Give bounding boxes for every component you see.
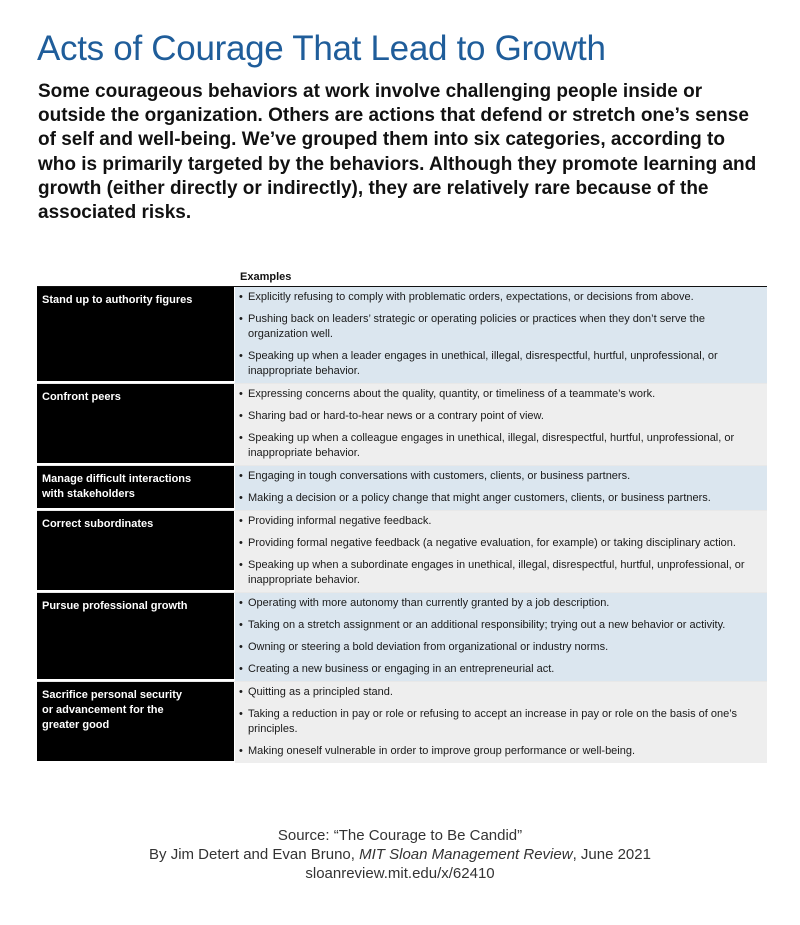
category-label: Confront peers <box>37 384 234 465</box>
bullet-icon: • <box>239 291 243 303</box>
category-label: Pursue professional growth <box>37 593 234 681</box>
table-body <box>37 286 767 763</box>
source-url[interactable]: sloanreview.mit.edu/x/62410 <box>305 865 495 882</box>
intro-paragraph: Some courageous behaviors at work involve challenging people inside or outside the organization. Others are actions that defend or stretch one’s sense of self and well-being. We’ve grouped them into six categories, according to who is primarily targeted by the behaviors. Although they promote learning and growth (either directly or indirectly), they are relatively rare because of the associated risks. <box>38 81 757 224</box>
example-text: Making oneself vulnerable in order to improve group performance or well-being. <box>248 745 636 757</box>
category-label: Stand up to authority figures <box>37 287 234 383</box>
example-item <box>239 491 763 506</box>
example-item <box>239 514 763 529</box>
example-text: Taking on a stretch assignment or an additional responsibility; trying out a new behavior or activity. <box>248 619 726 631</box>
bullet-icon: • <box>239 432 243 444</box>
publication-name: MIT Sloan Management Review <box>359 846 573 863</box>
example-text: Speaking up when a colleague engages in unethical, illegal, disrespectful, hurtful, unprofessional, or inappropriate behavior. <box>248 432 735 459</box>
bullet-icon: • <box>239 313 243 325</box>
example-text: Creating a new business or engaging in an entrepreneurial act. <box>248 663 555 675</box>
example-text: Providing informal negative feedback. <box>248 515 432 527</box>
bullet-icon: • <box>239 470 243 482</box>
bullet-icon: • <box>239 745 243 757</box>
example-text: Providing formal negative feedback (a negative evaluation, for example) or taking disciplinary action. <box>248 537 736 549</box>
example-item <box>239 290 763 305</box>
bullet-icon: • <box>239 597 243 609</box>
example-item <box>239 536 763 551</box>
example-item <box>239 707 763 737</box>
table-row <box>37 593 767 682</box>
example-item <box>239 312 763 342</box>
example-text: Pushing back on leaders’ strategic or operating policies or practices when they don’t serve the organization well. <box>248 313 705 340</box>
examples-list <box>235 682 767 763</box>
examples-list <box>235 511 767 592</box>
example-item <box>239 744 763 759</box>
example-item <box>239 387 763 402</box>
table-row <box>37 287 767 384</box>
example-text: Speaking up when a leader engages in unethical, illegal, disrespectful, hurtful, unprofessional, or inappropriate behavior. <box>248 350 718 377</box>
examples-list <box>235 593 767 681</box>
bullet-icon: • <box>239 641 243 653</box>
example-item <box>239 431 763 461</box>
example-text: Speaking up when a subordinate engages in unethical, illegal, disrespectful, hurtful, unprofessional, or inappropriate behavior. <box>248 559 745 586</box>
example-text: Taking a reduction in pay or role or refusing to accept an increase in pay or role on the basis of one’s principles. <box>248 708 737 735</box>
bullet-icon: • <box>239 619 243 631</box>
example-item <box>239 409 763 424</box>
column-header-examples: Examples <box>240 271 292 283</box>
bullet-icon: • <box>239 410 243 422</box>
page-title: Acts of Courage That Lead to Growth <box>37 29 606 68</box>
bullet-icon: • <box>239 515 243 527</box>
example-item <box>239 558 763 588</box>
examples-list <box>235 466 767 510</box>
example-text: Operating with more autonomy than currently granted by a job description. <box>248 597 610 609</box>
table-row <box>37 466 767 511</box>
bullet-icon: • <box>239 537 243 549</box>
example-text: Engaging in tough conversations with customers, clients, or business partners. <box>248 470 631 482</box>
table-row <box>37 511 767 593</box>
source-line-authors: By Jim Detert and Evan Bruno, MIT Sloan Management Review, June 2021 <box>149 846 651 863</box>
example-item <box>239 662 763 677</box>
example-item <box>239 349 763 379</box>
category-label: Sacrifice personal security or advancement for the greater good <box>37 682 234 763</box>
example-text: Making a decision or a policy change that might anger customers, clients, or business partners. <box>248 492 711 504</box>
category-label: Correct subordinates <box>37 511 234 592</box>
source-line-title: Source: “The Courage to Be Candid” <box>277 827 523 844</box>
example-item <box>239 469 763 484</box>
example-item <box>239 596 763 611</box>
category-label: Manage difficult interactions with stakeholders <box>37 466 234 510</box>
courage-table <box>37 268 767 763</box>
bullet-icon: • <box>239 492 243 504</box>
bullet-icon: • <box>239 663 243 675</box>
table-row <box>37 682 767 763</box>
example-text: Expressing concerns about the quality, quantity, or timeliness of a teammate’s work. <box>248 388 656 400</box>
example-item <box>239 618 763 633</box>
table-row <box>37 384 767 466</box>
bullet-icon: • <box>239 708 243 720</box>
example-text: Explicitly refusing to comply with problematic orders, expectations, or decisions from above. <box>248 291 694 303</box>
example-text: Owning or steering a bold deviation from organizational or industry norms. <box>248 641 609 653</box>
bullet-icon: • <box>239 388 243 400</box>
source-citation <box>0 826 800 883</box>
examples-list <box>235 287 767 383</box>
example-item <box>239 685 763 700</box>
example-text: Sharing bad or hard-to-hear news or a contrary point of view. <box>248 410 544 422</box>
example-text: Quitting as a principled stand. <box>248 686 393 698</box>
bullet-icon: • <box>239 350 243 362</box>
example-item <box>239 640 763 655</box>
bullet-icon: • <box>239 686 243 698</box>
bullet-icon: • <box>239 559 243 571</box>
examples-list <box>235 384 767 465</box>
